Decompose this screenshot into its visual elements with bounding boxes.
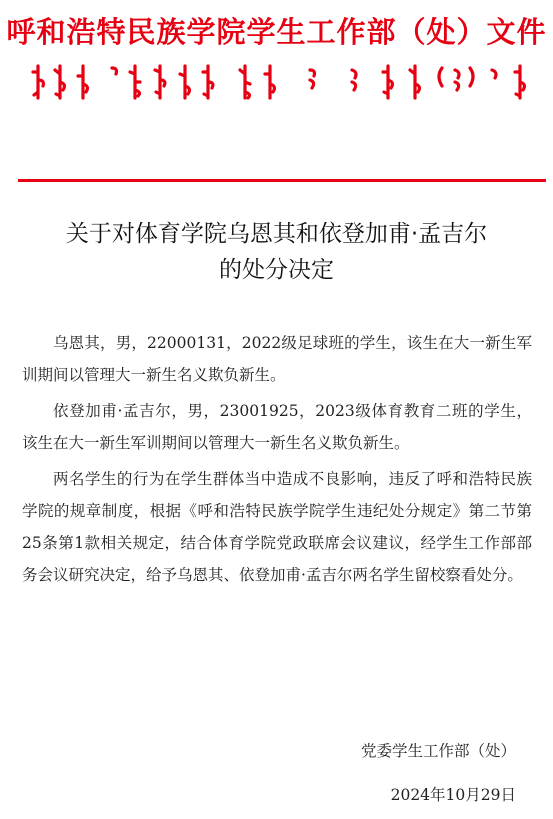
signature-date: 2024年10月29日 — [390, 786, 516, 804]
body-paragraph-3: 两名学生的行为在学生群体当中造成不良影响，违反了呼和浩特民族学院的规章制度，根据《呼和浩特民族学院学生违纪处分规定》第二节第25条第1款相关规定，结合体育学院党政联席会议建议，经学生工作部部务会议研究决定，给予乌恩其、依登加甫·孟吉尔两名学生留校察看处分。 — [22, 470, 532, 584]
body-paragraph-1: 乌恩其，男，22000131，2022级足球班的学生，该生在大一新生军训期间以管理大一新生名义欺负新生。 — [22, 334, 532, 384]
mongolian-script-graphic — [30, 62, 530, 102]
header-divider-line — [18, 179, 546, 182]
document-title-line-1: 关于对体育学院乌恩其和依登加甫·孟吉尔 — [65, 221, 488, 247]
body-paragraph-2: 依登加甫·孟吉尔，男，23001925，2023级体育教育二班的学生，该生在大一新生军训期间以管理大一新生名义欺负新生。 — [22, 402, 532, 452]
signature-department: 党委学生工作部（处） — [360, 742, 516, 760]
document-title-line-2: 的处分决定 — [219, 257, 334, 283]
mongolian-script-header — [30, 62, 530, 102]
document-body — [22, 327, 532, 595]
document-title — [0, 216, 553, 288]
document-header-title: 呼和浩特民族学院学生工作部（处）文件 — [6, 15, 547, 49]
